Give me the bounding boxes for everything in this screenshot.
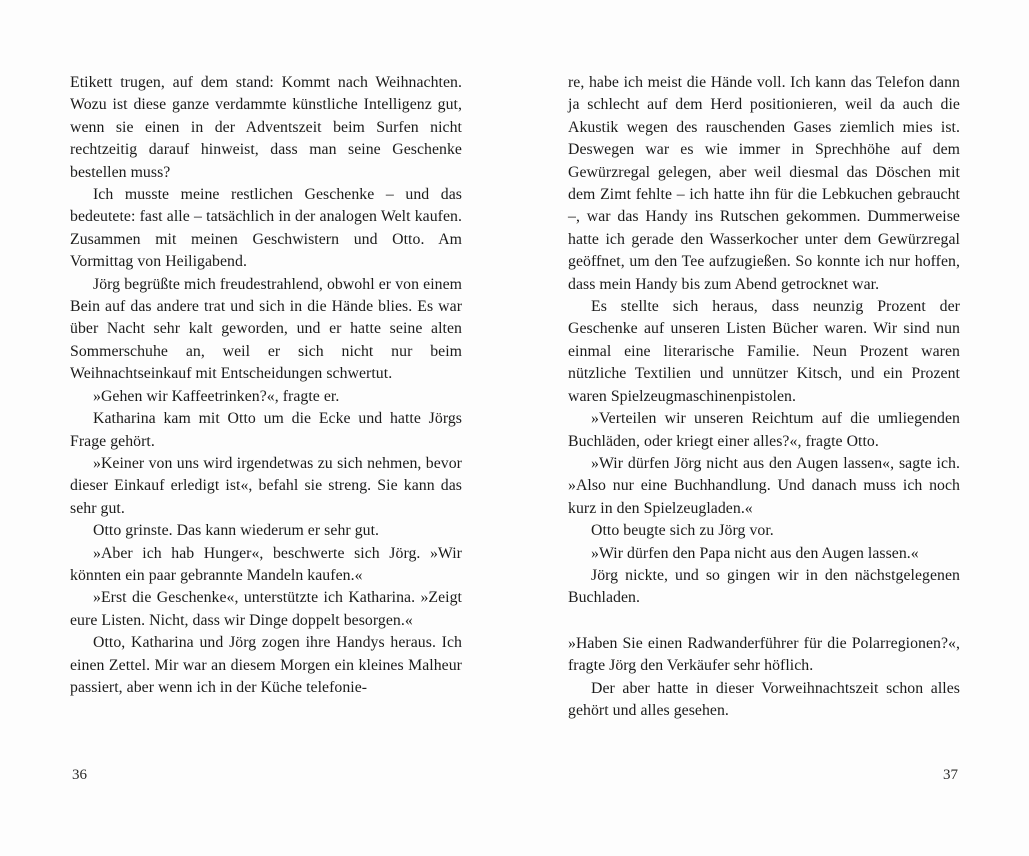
page-number-right: 37	[943, 767, 958, 783]
paragraph: Otto beugte sich zu Jörg vor.	[591, 522, 774, 540]
paragraph: Etikett trugen, auf dem stand: Kommt nach Weihnachten. Wozu ist diese ganze verdammte künstliche Intelligenz gut, wenn sie einen in der Adventszeit beim Surfen nicht rechtzeitig darauf hinweist, dass man seine Geschenke bestellen muss?	[70, 74, 462, 181]
paragraph: Otto grinste. Das kann wiederum er sehr gut.	[93, 522, 380, 540]
paragraph: »Aber ich hab Hunger«, beschwerte sich Jörg. »Wir könnten ein paar gebrannte Mandeln kaufen.«	[70, 544, 462, 584]
paragraph: Otto, Katharina und Jörg zogen ihre Handys heraus. Ich einen Zettel. Mir war an diesem Morgen ein kleines Malheur passiert, aber wenn ich in der Küche telefonie-	[70, 634, 462, 696]
paragraph: »Gehen wir Kaffeetrinken?«, fragte er.	[93, 387, 340, 405]
page-left-text	[70, 72, 462, 699]
paragraph: »Erst die Geschenke«, unterstützte ich Katharina. »Zeigt eure Listen. Nicht, dass wir Dinge doppelt besorgen.«	[70, 589, 462, 629]
paragraph: Katharina kam mit Otto um die Ecke und hatte Jörgs Frage gehört.	[70, 410, 462, 450]
page-number-left: 36	[72, 767, 87, 783]
paragraph: »Wir dürfen den Papa nicht aus den Augen lassen.«	[591, 544, 919, 562]
page-right	[568, 0, 960, 856]
paragraph: Es stellte sich heraus, dass neunzig Prozent der Geschenke auf unseren Listen Bücher waren. Wir sind nun einmal eine literarische Familie. Neun Prozent waren nützliche Textilien und unnützer Kitsch, und ein Prozent waren Spielzeugmaschinenpistolen.	[568, 298, 960, 405]
paragraph: »Haben Sie einen Radwanderführer für die Polarregionen?«, fragte Jörg den Verkäufer sehr höflich.	[568, 634, 960, 675]
paragraph: Der aber hatte in dieser Vorweihnachtszeit schon alles gehört und alles gesehen.	[568, 679, 960, 719]
paragraph: »Wir dürfen Jörg nicht aus den Augen lassen«, sagte ich. »Also nur eine Buchhandlung. Und danach muss ich noch kurz in den Spielzeugladen.«	[568, 454, 960, 517]
paragraph: Ich musste meine restlichen Geschenke – und das bedeutete: fast alle – tatsächlich in der analogen Welt kaufen. Zusammen mit meinen Geschwistern und Otto. Am Vormittag von Heiligabend.	[70, 186, 462, 271]
paragraph: Jörg begrüßte mich freudestrahlend, obwohl er von einem Bein auf das andere trat und sich in die Hände blies. Es war über Nacht sehr kalt geworden, und er hatte seine alten Sommerschuhe an, weil er sich nicht nur beim Weihnachtseinkauf mit Entscheidungen schwertut.	[70, 275, 462, 383]
page-right-text	[568, 72, 960, 722]
paragraph: »Verteilen wir unseren Reichtum auf die umliegenden Buchläden, oder kriegt einer alles?«, fragte Otto.	[568, 410, 960, 450]
paragraph: re, habe ich meist die Hände voll. Ich kann das Telefon dann ja schlecht auf dem Herd positionieren, weil da auch die Akustik wegen des rauschenden Gases ziemlich mies ist. Deswegen war es wie immer in Sprechhöhe auf dem Gewürzregal gelegen, aber weil diesmal das Döschen mit dem Zimt fehlte – ich hatte ihn für die Lebkuchen gebraucht –, war das Handy ins Rutschen gekommen. Dummerweise hatte ich gerade den Wasserkocher unter dem Gewürzregal geöffnet, um den Tee aufzugießen. So konnte ich nur hoffen, dass mein Handy bis zum Abend getrocknet war.	[568, 74, 960, 293]
page-left	[70, 0, 462, 856]
paragraph: »Keiner von uns wird irgendetwas zu sich nehmen, bevor dieser Einkauf erledigt ist«, befahl sie streng. Sie kann das sehr gut.	[70, 454, 462, 517]
paragraph: Jörg nickte, und so gingen wir in den nächstgelegenen Buchladen.	[568, 566, 960, 607]
